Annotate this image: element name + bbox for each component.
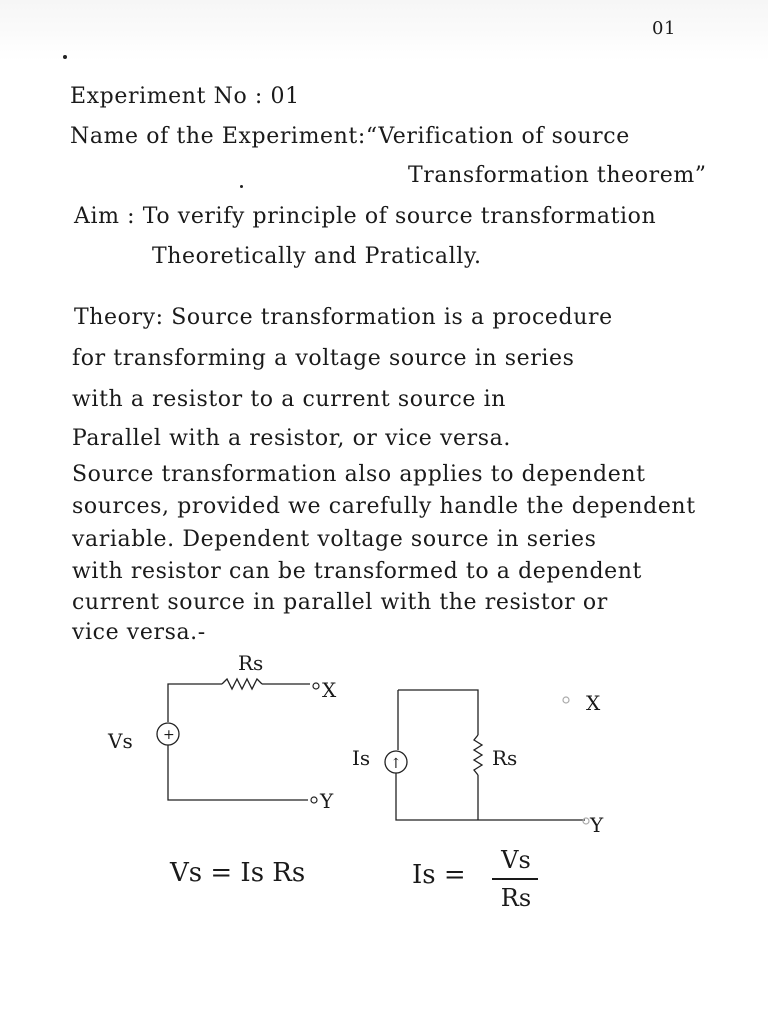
experiment-name-line1: Name of the Experiment:“Verification of source (70, 124, 630, 149)
fraction-bar (492, 878, 538, 880)
arrow-symbol: ↑ (390, 756, 402, 772)
node-x-terminal-right (563, 697, 569, 703)
rs-label-left: Rs (238, 651, 264, 675)
resistor-rs-left (222, 679, 262, 689)
theory-line-7: variable. Dependent voltage source in series (72, 527, 597, 552)
aim-line2: Theoretically and Pratically. (152, 244, 482, 269)
aim-line1: Aim : To verify principle of source transformation (74, 204, 657, 229)
theory-line-2: for transforming a voltage source in series (72, 346, 575, 371)
formula-vs: Vs = Is Rs (170, 858, 306, 888)
resistor-rs-right (474, 735, 482, 775)
theory-line-6: sources, provided we carefully handle the dependent (72, 494, 696, 519)
node-y-label-right: Y (590, 813, 604, 837)
theory-line-5: Source transformation also applies to dependent (72, 462, 646, 487)
rs-label-right: Rs (492, 746, 518, 770)
node-x-terminal-left (313, 683, 319, 689)
theory-line-9: current source in parallel with the resistor or (72, 590, 608, 615)
vs-label: Vs (108, 729, 133, 753)
theory-line-1: Theory: Source transformation is a procedure (74, 305, 613, 330)
theory-line-8: with resistor can be transformed to a dependent (72, 559, 642, 584)
formula-numerator: Vs (501, 846, 531, 874)
node-y-terminal-right (583, 818, 589, 824)
node-x-label-right: X (586, 691, 601, 715)
plus-symbol: + (163, 727, 175, 743)
theory-line-4: Parallel with a resistor, or vice versa. (72, 426, 511, 451)
page-number: 01 (652, 18, 677, 39)
node-y-terminal-left (311, 797, 317, 803)
node-x-label-left: X (322, 678, 337, 702)
theory-line-10: vice versa.- (72, 620, 206, 645)
current-source-circuit (385, 690, 589, 824)
experiment-name-line2: Transformation theorem” (408, 163, 707, 188)
is-label: Is (352, 746, 371, 770)
formula-denominator: Rs (500, 884, 532, 912)
node-y-label-left: Y (320, 789, 334, 813)
voltage-source-circuit (157, 679, 319, 803)
formula-is-lhs: Is = (412, 860, 466, 890)
theory-line-3: with a resistor to a current source in (72, 387, 507, 412)
experiment-number: Experiment No : 01 (70, 84, 300, 109)
